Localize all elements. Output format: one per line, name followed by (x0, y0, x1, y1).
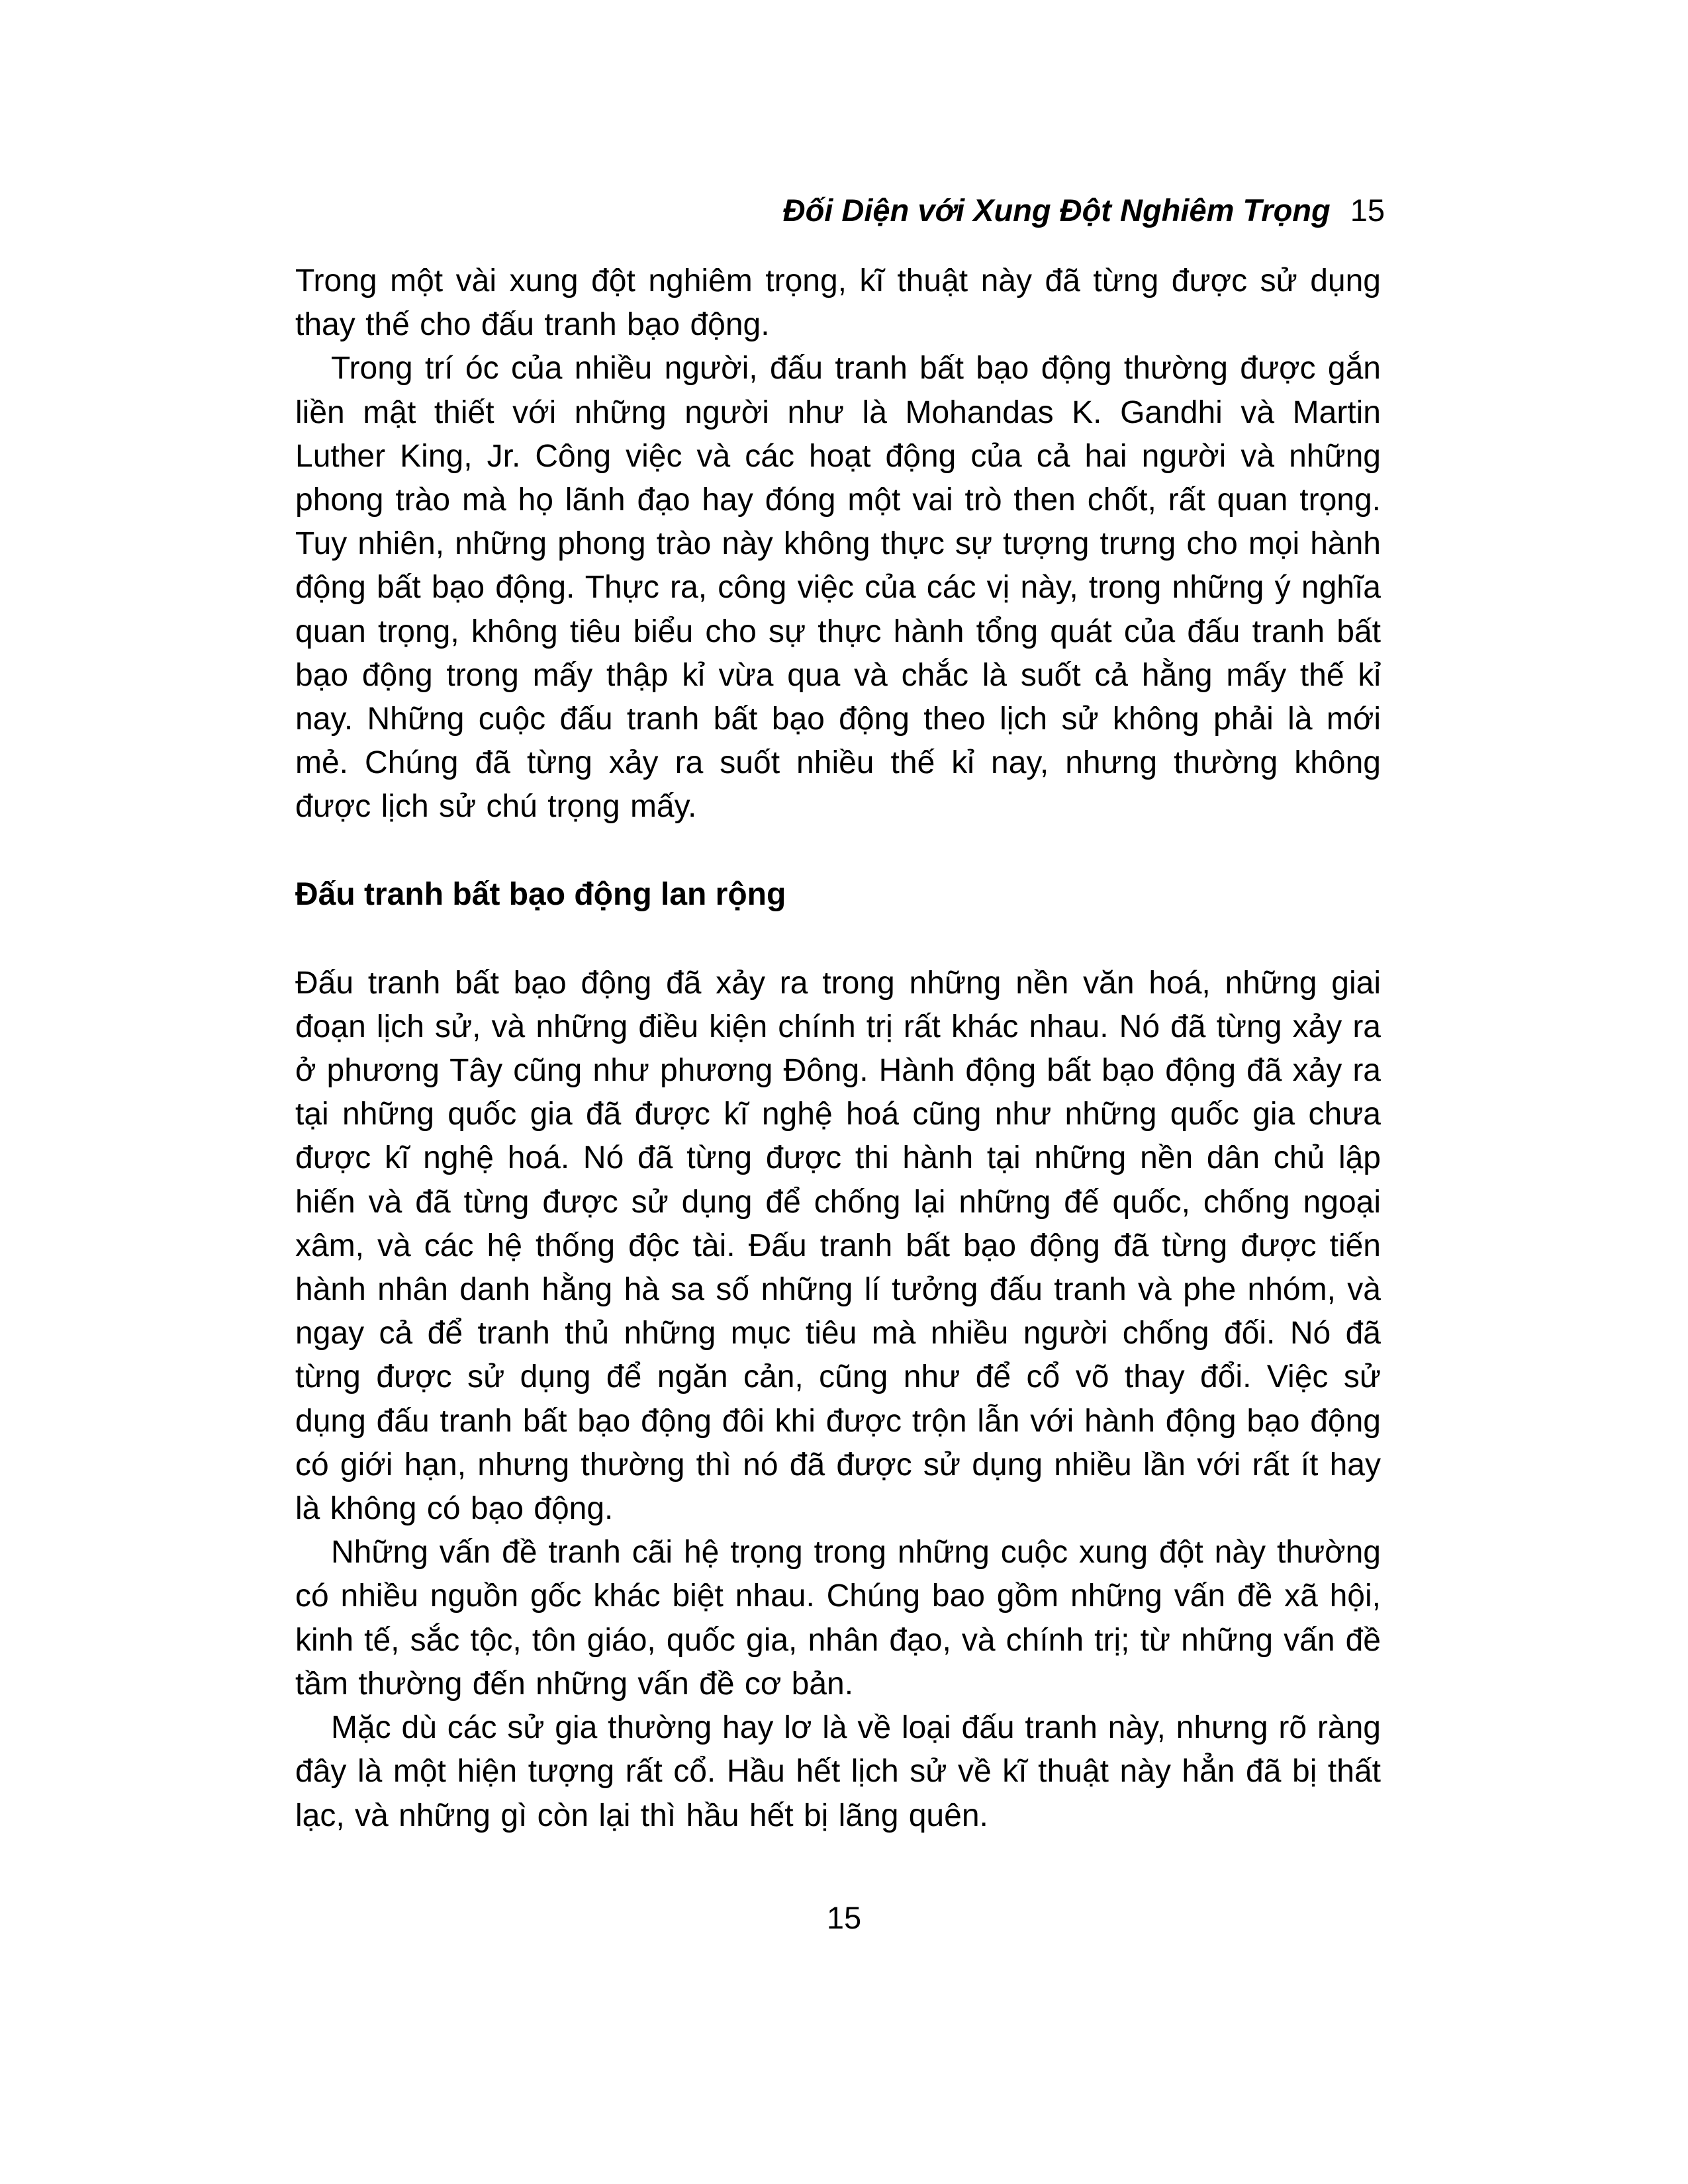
running-header-page-number: 15 (1350, 193, 1385, 228)
body-text (295, 259, 1381, 1838)
page-footer-number: 15 (826, 1900, 862, 1935)
section-paragraph-1: Đấu tranh bất bạo động đã xảy ra trong những nền văn hoá, những giai đoạn lịch sử, và những điều kiện chính trị rất khác nhau. Nó đã từng xảy ra ở phương Tây cũng như phương Đông. Hành động bất bạo động đã xảy ra tại những quốc gia đã được kĩ nghệ hoá cũng như những quốc gia chưa được kĩ nghệ hoá. Nó đã từng được thi hành tại những nền dân chủ lập hiến và đã từng được sử dụng để chống lại những đế quốc, chống ngoại xâm, và các hệ thống độc tài. Đấu tranh bất bạo động đã từng được tiến hành nhân danh hằng hà sa số những lí tưởng đấu tranh và phe nhóm, và ngay cả để tranh thủ những mục tiêu mà nhiều người chống đối. Nó đã từng được sử dụng để ngăn cản, cũng như để cổ võ thay đổi. Việc sử dụng đấu tranh bất bạo động đôi khi được trộn lẫn với hành động bạo động có giới hạn, nhưng thường thì nó đã được sử dụng nhiều lần với rất ít hay là không có bạo động. (295, 965, 1381, 1527)
section-paragraph-3: Mặc dù các sử gia thường hay lơ là về loại đấu tranh này, nhưng rõ ràng đây là một hiện tượng rất cổ. Hầu hết lịch sử về kĩ thuật này hẳn đã bị thất lạc, và những gì còn lại thì hầu hết bị lãng quên. (295, 1710, 1381, 1833)
section-heading: Đấu tranh bất bạo động lan rộng (295, 876, 786, 912)
running-header-title: Đối Diện với Xung Đột Nghiêm Trọng (782, 193, 1331, 228)
running-header (783, 191, 1385, 230)
paragraph-continued: Trong một vài xung đột nghiêm trọng, kĩ thuật này đã từng được sử dụng thay thế cho đấu tranh bạo động. (295, 263, 1381, 343)
section-paragraph-2: Những vấn đề tranh cãi hệ trọng trong những cuộc xung đột này thường có nhiều nguồn gốc khác biệt nhau. Chúng bao gồm những vấn đề xã hội, kinh tế, sắc tộc, tôn giáo, quốc gia, nhân đạo, và chính trị; từ những vấn đề tầm thường đến những vấn đề cơ bản. (295, 1535, 1381, 1702)
paragraph-gandhi-king: Trong trí óc của nhiều người, đấu tranh bất bạo động thường được gắn liền mật thiết với những người như là Mohandas K. Gandhi và Martin Luther King, Jr. Công việc và các hoạt động của cả hai người và những phong trào mà họ lãnh đạo hay đóng một vai trò then chốt, rất quan trọng. Tuy nhiên, những phong trào này không thực sự tượng trưng cho mọi hành động bất bạo động. Thực ra, công việc của các vị này, trong những ý nghĩa quan trọng, không tiêu biểu cho sự thực hành tổng quát của đấu tranh bất bạo động trong mấy thập kỉ vừa qua và chắc là suốt cả hằng mấy thế kỉ nay. Những cuộc đấu tranh bất bạo động theo lịch sử không phải là mới mẻ. Chúng đã từng xảy ra suốt nhiều thế kỉ nay, nhưng thường không được lịch sử chú trọng mấy. (295, 351, 1381, 825)
